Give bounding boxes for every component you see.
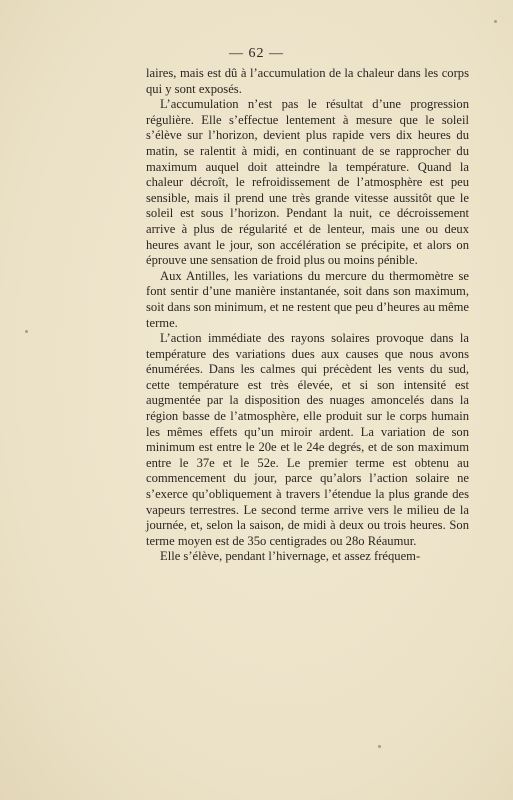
paper-speck bbox=[25, 330, 28, 333]
body-text bbox=[146, 66, 469, 565]
paragraph-accumulation: L’accumulation n’est pas le résultat d’une progression régulière. Elle s’effectue lentement à mesure que le soleil s’élève sur l’horizon, devient plus rapide vers dix heures du matin, se ralentit à midi, en continuant de se rapprocher du maximum auquel doit atteindre la température. Quand la chaleur décroît, le refroidissement de l’atmosphère est peu sensible, mais il prend une très grande vitesse aussitôt que le soleil est sous l’horizon. Pendant la nuit, ce décroissement arrive à plus de régularité et de lenteur, mais une ou deux heures avant le jour, son accélération se précipite, et alors on éprouve une sensation de froid plus ou moins pénible. bbox=[146, 97, 469, 268]
paper-speck bbox=[494, 20, 497, 23]
paragraph-solar-action: L’action immédiate des rayons solaires provoque dans la température des variations dues aux causes que nous avons énumérées. Dans les calmes qui précèdent les vents du sud, cette température est très élevée, et si son intensité est augmentée par la disposition des nuages amoncelés dans la région basse de l’atmosphère, elle produit sur le corps humain les mêmes effets qu’un miroir ardent. La variation de son minimum est entre le 20e et le 24e degrés, et de son maximum entre le 37e et le 52e. Le premier terme est obtenu au commencement du jour, parce qu’alors l’action solaire ne s’exerce qu’obliquement à travers l’étendue la plus grande des vapeurs terrestres. Le second terme arrive vers le milieu de la journée, et, selon la saison, de midi à deux ou trois heures. Son terme moyen est de 35o centigrades ou 28o Réaumur. bbox=[146, 331, 469, 548]
paper-speck bbox=[378, 745, 381, 748]
paragraph-continuation: laires, mais est dû à l’accumulation de la chaleur dans les corps qui y sont exposés. bbox=[146, 66, 469, 96]
paragraph-antilles: Aux Antilles, les variations du mercure du thermomètre se font sentir d’une manière instantanée, soit dans son maximum, soit dans son minimum, et ne restent que peu d’heures au même terme. bbox=[146, 268, 469, 330]
paragraph-hivernage: Elle s’élève, pendant l’hivernage, et assez fréquem- bbox=[160, 549, 421, 564]
page-number: — 62 — bbox=[229, 46, 284, 61]
